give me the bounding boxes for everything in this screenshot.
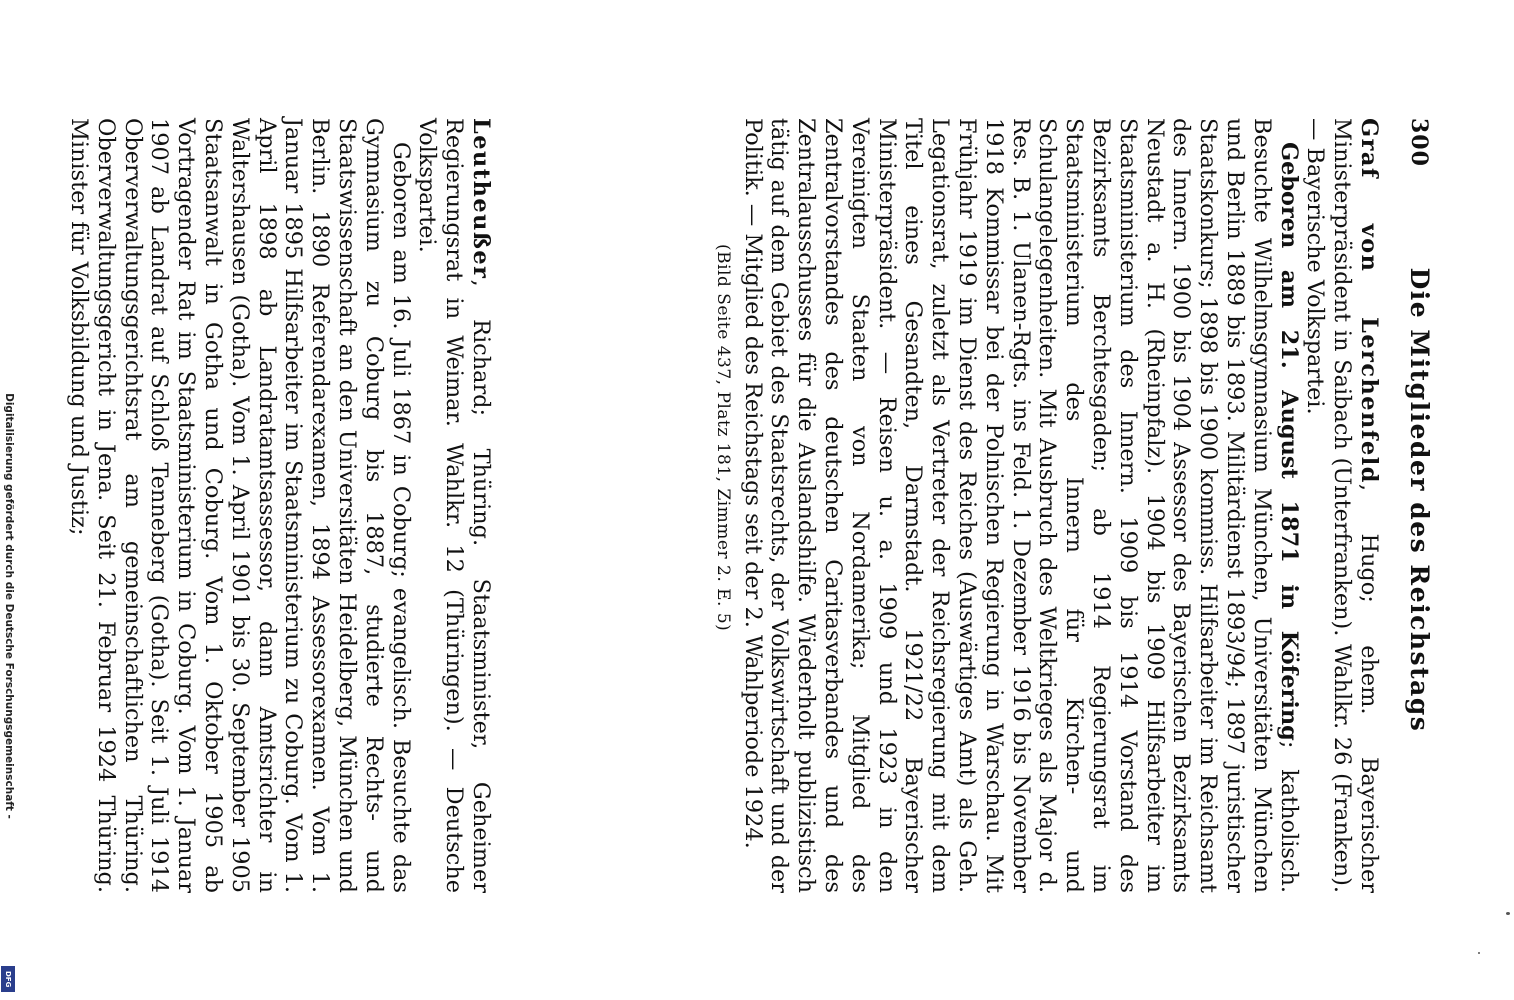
digitization-credit xyxy=(2,393,16,1000)
entry-biography xyxy=(739,118,1302,893)
entry-lerchenfeld xyxy=(713,118,1382,893)
entry-intro: , Hugo; ehem. Bayerischer Ministerpräsident in Saibach (Unterfranken). Wahlkr. 26 (Franken). — Bayerische Volkspartei. xyxy=(1302,118,1382,893)
dfg-logo-icon: DFG xyxy=(1,966,15,992)
entry-name: Graf von Lerchenfeld xyxy=(1356,118,1382,484)
entry-biography xyxy=(65,118,413,893)
entry-intro: , Richard; Thüring. Staatsminister, Geheimer Regierungsrat in Weimar. Wahlkr. 12 (Thüringen). — Deutsche Volkspartei. xyxy=(414,118,494,893)
entry-name: Leutheußer xyxy=(468,118,494,280)
entry-header xyxy=(414,118,494,893)
page-number: 300 xyxy=(1406,118,1432,167)
entry-birth: Geboren am 21. August 1871 in Köfering xyxy=(1275,142,1302,741)
running-title: Die Mitglieder des Reichstags xyxy=(1405,267,1434,733)
entry-header xyxy=(1302,118,1382,893)
entry-leutheusser xyxy=(65,118,494,893)
entry-footnote: (Bild Seite 437, Platz 181, Zimmer 2. E. 5) xyxy=(712,244,733,632)
entry-bio-text: ; katholisch. Besuchte Wilhelmsgymnasium München, Universitäten München und Berlin 1889 bis 1893. Militärdienst 1893/94; 1897 juristischer Staatskonkurs; 1898 bis 1900 kommiss. Hilfsarbeiter im Reichsamt des Innern. 1900 bis 1904 Assessor des Bayerischen Bezirksamts Neustadt a. H. (Rheinpfalz). 1904 bis 1909 Hilfsarbeiter im Staatsministerium des Innern. 1909 bis 1914 Vorstand des Bezirksamts Berchtesgaden; ab 1914 Regierungsrat im Staatsministerium des Innern für Kirchen- und Schulangelegenheiten. Mit Ausbruch des Weltkrieges als Major d. Res. B. 1. Ulanen-Rgts. ins Feld. 1. Dezember 1916 bis November 1918 Kommissar bei der Polnischen Regierung in Warschau. Mit Frühjahr 1919 im Dienst des Reiches (Auswärtiges Amt) als Geh. Legationsrat, zuletzt als Vertreter der Reichsregierung mit dem Titel eines Gesandten, Darmstadt. 1921/22 Bayerischer Ministerpräsident. — Reisen u. a. 1909 und 1923 in den Vereinigten Staaten von Nordamerika; Mitglied des Zentralvorstandes des deutschen Caritasverbandes und des Zentralausschusses für die Auslandshilfe. Wiederholt publizistisch tätig auf dem Gebiet des Staatsrechts, der Volkswirtschaft und der Politik. — Mitglied des Reichstags seit der 2. Wahlperiode 1924. xyxy=(739,118,1302,894)
credit-text: Digitalisierung gefördert durch die Deutsche Forschungsgemeinschaft - xyxy=(3,393,15,819)
scan-speck xyxy=(1478,952,1480,954)
entry-bio-text: Geboren am 16. Juli 1867 in Coburg; evangelisch. Besuchte das Gymnasium zu Coburg bis 1887, studierte Rechts- und Staatswissenschaft an den Universitäten Heidelberg, München und Berlin. 1890 Referendarexamen, 1894 Assessorexamen. Vom 1. Januar 1895 Hilfsarbeiter im Staatsministerium zu Coburg. Vom 1. April 1898 ab Landratamtsassessor, dann Amtsrichter in Waltershausen (Gotha). Vom 1. April 1901 bis 30. September 1905 Staatsanwalt in Gotha und Coburg. Vom 1. Oktober 1905 ab Vortragender Rat im Staatsministerium in Coburg. Vom 1. Januar 1907 ab Landrat auf Schloß Tenneberg (Gotha). Seit 1. Juli 1914 Oberverwaltungsgerichtsrat am gemeinschaftlichen Thüring. Oberverwaltungsgericht in Jena. Seit 21. Februar 1924 Thüring. Minister für Volksbildung und Justiz; xyxy=(66,118,414,893)
scan-speck xyxy=(1506,912,1510,915)
